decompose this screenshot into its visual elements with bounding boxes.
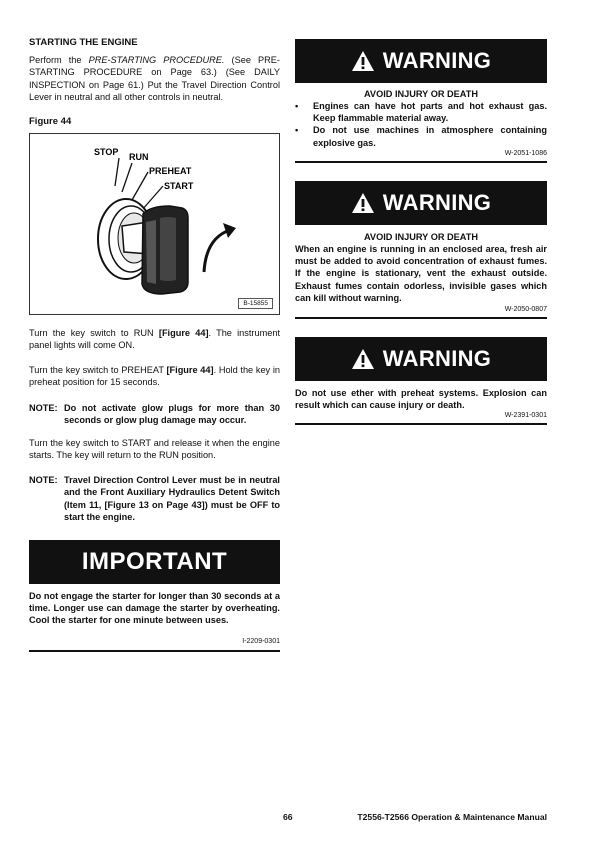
intro-paragraph: Perform the PRE-STARTING PROCEDURE. (See PRE-STARTING PROCEDURE on Page 63.) (See DAILY INSPECTION on Page 61.) Put the Travel Direction Control Lever in neutral and all other controls in neutral.: [29, 55, 280, 103]
manual-title: T2556-T2566 Operation & Maintenance Manual: [357, 812, 547, 822]
warning-banner-3: WARNING: [295, 337, 547, 381]
warning-3-text: Do not use ether with preheat systems. Explosion can result which can cause injury or death.: [295, 388, 547, 411]
figure-label: Figure 44: [29, 116, 72, 127]
figure-code: B-15855: [238, 298, 273, 309]
figure-44: [29, 133, 280, 315]
warning-2-code: W-2050-0807: [504, 306, 547, 313]
important-code: I-2209-0301: [242, 638, 280, 645]
page-number: 66: [283, 812, 293, 822]
run-label: RUN: [129, 152, 149, 162]
key-switch-illustration: [30, 134, 279, 314]
list-item: • Engines can have hot parts and hot exhaust gas. Keep flammable material away.: [295, 101, 547, 124]
stop-label: STOP: [94, 147, 119, 157]
section-heading: STARTING THE ENGINE: [29, 37, 138, 48]
warning-3-code: W-2391-0301: [504, 412, 547, 419]
warning-1-rule: [295, 161, 547, 163]
important-text: Do not engage the starter for longer than 30 seconds at a time. Longer use can damage the starter by overheating. Cool the starter for one minute between uses.: [29, 591, 280, 626]
warning-banner-2: WARNING: [295, 181, 547, 225]
preheat-label: PREHEAT: [149, 166, 192, 176]
note-glow-plugs: NOTE: Do not activate glow plugs for more than 30 seconds or glow plug damage may occur.: [29, 403, 280, 426]
procedure-link-text: PRE-STARTING PROCEDURE.: [88, 55, 225, 65]
warning-3-rule: [295, 423, 547, 425]
warning-1-bullets: [295, 100, 547, 149]
start-label: START: [164, 181, 194, 191]
step-run: Turn the key switch to RUN [Figure 44]. The instrument panel lights will come ON.: [29, 328, 280, 351]
warning-2-text: When an engine is running in an enclosed area, fresh air must be added to avoid concentration of exhaust fumes. If the engine is stationary, vent the exhaust outside. Exhaust fumes contain odorless, invisible gases which can kill without warning.: [295, 244, 547, 303]
warning-triangle-icon: [351, 192, 375, 214]
warning-1-code: W-2051-1086: [504, 150, 547, 157]
warning-2-title: AVOID INJURY OR DEATH: [363, 232, 478, 242]
list-item: • Do not use machines in atmosphere containing explosive gas.: [295, 125, 547, 148]
step-preheat: Turn the key switch to PREHEAT [Figure 44]. Hold the key in preheat position for 15 seconds.: [29, 365, 280, 388]
important-banner: IMPORTANT: [29, 540, 280, 584]
warning-banner-1: WARNING: [295, 39, 547, 83]
rotation-arrow-icon: [204, 230, 230, 272]
warning-1-title: AVOID INJURY OR DEATH: [363, 89, 478, 99]
warning-2-rule: [295, 317, 547, 319]
warning-triangle-icon: [351, 348, 375, 370]
step-start: Turn the key switch to START and release it when the engine starts. The key will return to the RUN position.: [29, 438, 280, 461]
warning-triangle-icon: [351, 50, 375, 72]
important-rule: [29, 650, 280, 652]
note-travel-lever: NOTE: Travel Direction Control Lever must be in neutral and the Front Auxiliary Hydraulics Detent Switch (Item 11, [Figure 13 on Page 43]) must be OFF to start the engine.: [29, 475, 280, 523]
